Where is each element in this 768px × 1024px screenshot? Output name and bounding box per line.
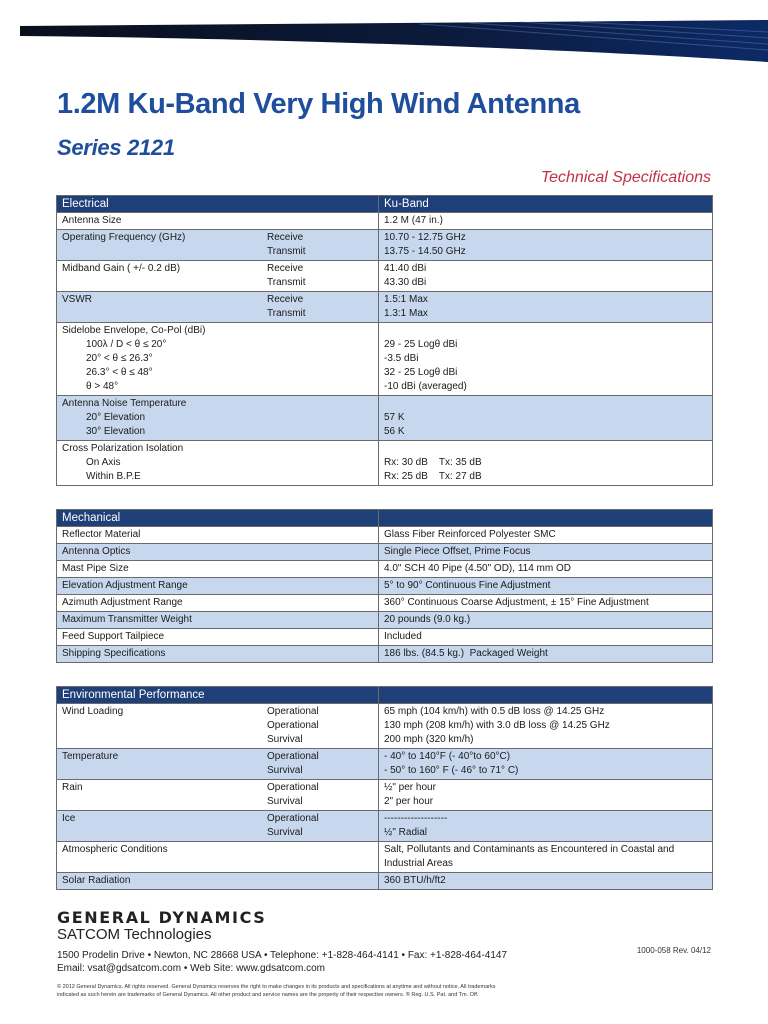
mode-transmit: Transmit [267,246,306,257]
mode-transmit: Transmit [267,308,306,319]
temperature-value-1: - 40° to 140°F (- 40°to 60°C) [384,751,511,762]
mode-survival: Survival [267,827,303,838]
contact-block [57,949,507,975]
atmospheric-value-1: Salt, Pollutants and Contaminants as Encountered in Coastal and [384,844,675,855]
series-subtitle: Series 2121 [57,135,175,160]
vswr-label: VSWR [62,294,92,305]
mode-receive: Receive [267,263,304,274]
table-row [57,323,713,396]
sidelobe-value-4: -10 dBi (averaged) [384,381,467,392]
table-row [57,646,713,663]
vswr-transmit-value: 1.3:1 Max [384,308,428,319]
legal-line-1: © 2012 General Dynamics. All rights reserved. General Dynamics reserves the right to make changes in its products and specifications at anytime and without notice. All trademarks [57,984,496,990]
table-row [57,230,713,261]
mast-pipe-label: Mast Pipe Size [57,561,379,578]
cross-pol-on-axis: On Axis [86,457,121,468]
wind-loading-value-3: 200 mph (320 km/h) [384,734,474,745]
environmental-heading: Environmental Performance [57,687,379,704]
atmospheric-label: Atmospheric Conditions [57,842,379,873]
wind-loading-label: Wind Loading [62,706,124,717]
table-row [57,749,713,780]
wind-loading-value-2: 130 mph (208 km/h) with 3.0 dB loss @ 14.25 GHz [384,720,610,731]
table-row [57,578,713,595]
mode-operational: Operational [267,813,319,824]
cross-pol-within-bpe: Within B.P.E [86,471,141,482]
azimuth-adjustment-value: 360° Continuous Coarse Adjustment, ± 15° Fine Adjustment [379,595,713,612]
section-label: Technical Specifications [540,169,711,186]
sidelobe-range-4: θ > 48° [86,381,119,392]
shipping-value: 186 lbs. (84.5 kg.) Packaged Weight [379,646,713,663]
table-row [57,842,713,873]
sidelobe-value-3: 32 - 25 Logθ dBi [384,367,458,378]
electrical-heading: Electrical [57,196,379,213]
table-row [57,612,713,629]
table-row [57,213,713,230]
mode-receive: Receive [267,232,304,243]
rain-label: Rain [62,782,83,793]
mode-operational: Operational [267,751,319,762]
mode-operational: Operational [267,782,319,793]
temperature-value-2: - 50° to 160° F (- 46° to 71° C) [384,765,519,776]
azimuth-adjustment-label: Azimuth Adjustment Range [57,595,379,612]
sidelobe-value-1: 29 - 25 Logθ dBi [384,339,458,350]
frequency-transmit-value: 13.75 - 14.50 GHz [384,246,466,257]
document-number: 1000-058 Rev. 04/12 [636,946,711,955]
cross-pol-label: Cross Polarization Isolation [62,443,184,454]
reflector-material-value: Glass Fiber Reinforced Polyester SMC [379,527,713,544]
electrical-table [56,195,713,486]
table-row [57,780,713,811]
frequency-receive-value: 10.70 - 12.75 GHz [384,232,466,243]
table-row [57,811,713,842]
shipping-label: Shipping Specifications [57,646,379,663]
legal-line-2: indicated as such herein are trademarks of General Dynamics. All other product and service names are the property of their respective owners. ® Reg. U.S. Pat. and Tm. Off. [57,992,479,998]
solar-radiation-value: 360 BTU/h/ft2 [379,873,713,890]
table-row [57,441,713,486]
max-transmitter-weight-value: 20 pounds (9.0 kg.) [379,612,713,629]
sidelobe-label: Sidelobe Envelope, Co-Pol (dBi) [62,325,206,336]
table-row [57,629,713,646]
email-web-line: Email: vsat@gdsatcom.com • Web Site: www.gdsatcom.com [57,963,325,974]
mode-survival: Survival [267,734,303,745]
cross-pol-value-1: Rx: 30 dB Tx: 35 dB [384,457,482,468]
antenna-optics-label: Antenna Optics [57,544,379,561]
table-row [57,261,713,292]
table-row [57,396,713,441]
company-logo: GENERAL DYNAMICS [57,908,267,927]
ice-label: Ice [62,813,76,824]
sidelobe-range-3: 26.3° < θ ≤ 48° [86,367,153,378]
mechanical-header-row [57,510,713,527]
rain-value-1: ½" per hour [384,782,436,793]
antenna-size-value: 1.2 M (47 in.) [379,213,713,230]
table-row [57,873,713,890]
noise-temp-label: Antenna Noise Temperature [62,398,187,409]
mode-receive: Receive [267,294,304,305]
noise-temp-20: 20° Elevation [86,412,146,423]
address-line: 1500 Prodelin Drive • Newton, NC 28668 USA • Telephone: +1-828-464-4141 • Fax: +1-828-464-4147 [57,950,508,961]
elevation-adjustment-label: Elevation Adjustment Range [57,578,379,595]
table-row [57,544,713,561]
header-banner [0,0,768,72]
feed-support-value: Included [379,629,713,646]
page-title: 1.2M Ku-Band Very High Wind Antenna [57,88,580,120]
gain-transmit-value: 43.30 dBi [384,277,427,288]
noise-temp-value-2: 56 K [384,426,405,437]
elevation-adjustment-value: 5° to 90° Continuous Fine Adjustment [379,578,713,595]
gain-receive-value: 41.40 dBi [384,263,427,274]
noise-temp-value-1: 57 K [384,412,405,423]
sidelobe-range-2: 20° < θ ≤ 26.3° [86,353,153,364]
rain-value-2: 2" per hour [384,796,434,807]
environmental-table [56,686,713,890]
noise-temp-30: 30° Elevation [86,426,146,437]
electrical-header-row [57,196,713,213]
mode-operational: Operational [267,706,319,717]
reflector-material-label: Reflector Material [57,527,379,544]
table-row [57,292,713,323]
antenna-size-label: Antenna Size [57,213,379,230]
legal-notice [57,983,557,999]
mast-pipe-value: 4.0" SCH 40 Pipe (4.50" OD), 114 mm OD [379,561,713,578]
ice-value-1: ------------------- [384,813,448,824]
environmental-header-row [57,687,713,704]
division-name: SATCOM Technologies [57,926,212,943]
wind-loading-value-1: 65 mph (104 km/h) with 0.5 dB loss @ 14.25 GHz [384,706,605,717]
table-row [57,527,713,544]
mechanical-heading: Mechanical [57,510,379,527]
table-row [57,561,713,578]
temperature-label: Temperature [62,751,119,762]
ice-value-2: ½" Radial [384,827,428,838]
mode-survival: Survival [267,796,303,807]
feed-support-label: Feed Support Tailpiece [57,629,379,646]
mode-operational: Operational [267,720,319,731]
max-transmitter-weight-label: Maximum Transmitter Weight [57,612,379,629]
table-row [57,704,713,749]
mode-survival: Survival [267,765,303,776]
table-row [57,595,713,612]
sidelobe-value-2: -3.5 dBi [384,353,419,364]
sidelobe-range-1: 100λ / D < θ ≤ 20° [86,339,167,350]
atmospheric-value-2: Industrial Areas [384,858,453,869]
midband-gain-label: Midband Gain ( +/- 0.2 dB) [62,263,181,274]
vswr-receive-value: 1.5:1 Max [384,294,428,305]
mechanical-table [56,509,713,663]
cross-pol-value-2: Rx: 25 dB Tx: 27 dB [384,471,482,482]
mode-transmit: Transmit [267,277,306,288]
solar-radiation-label: Solar Radiation [57,873,379,890]
antenna-optics-value: Single Piece Offset, Prime Focus [379,544,713,561]
ku-band-heading: Ku-Band [379,196,713,213]
operating-frequency-label: Operating Frequency (GHz) [62,232,186,243]
